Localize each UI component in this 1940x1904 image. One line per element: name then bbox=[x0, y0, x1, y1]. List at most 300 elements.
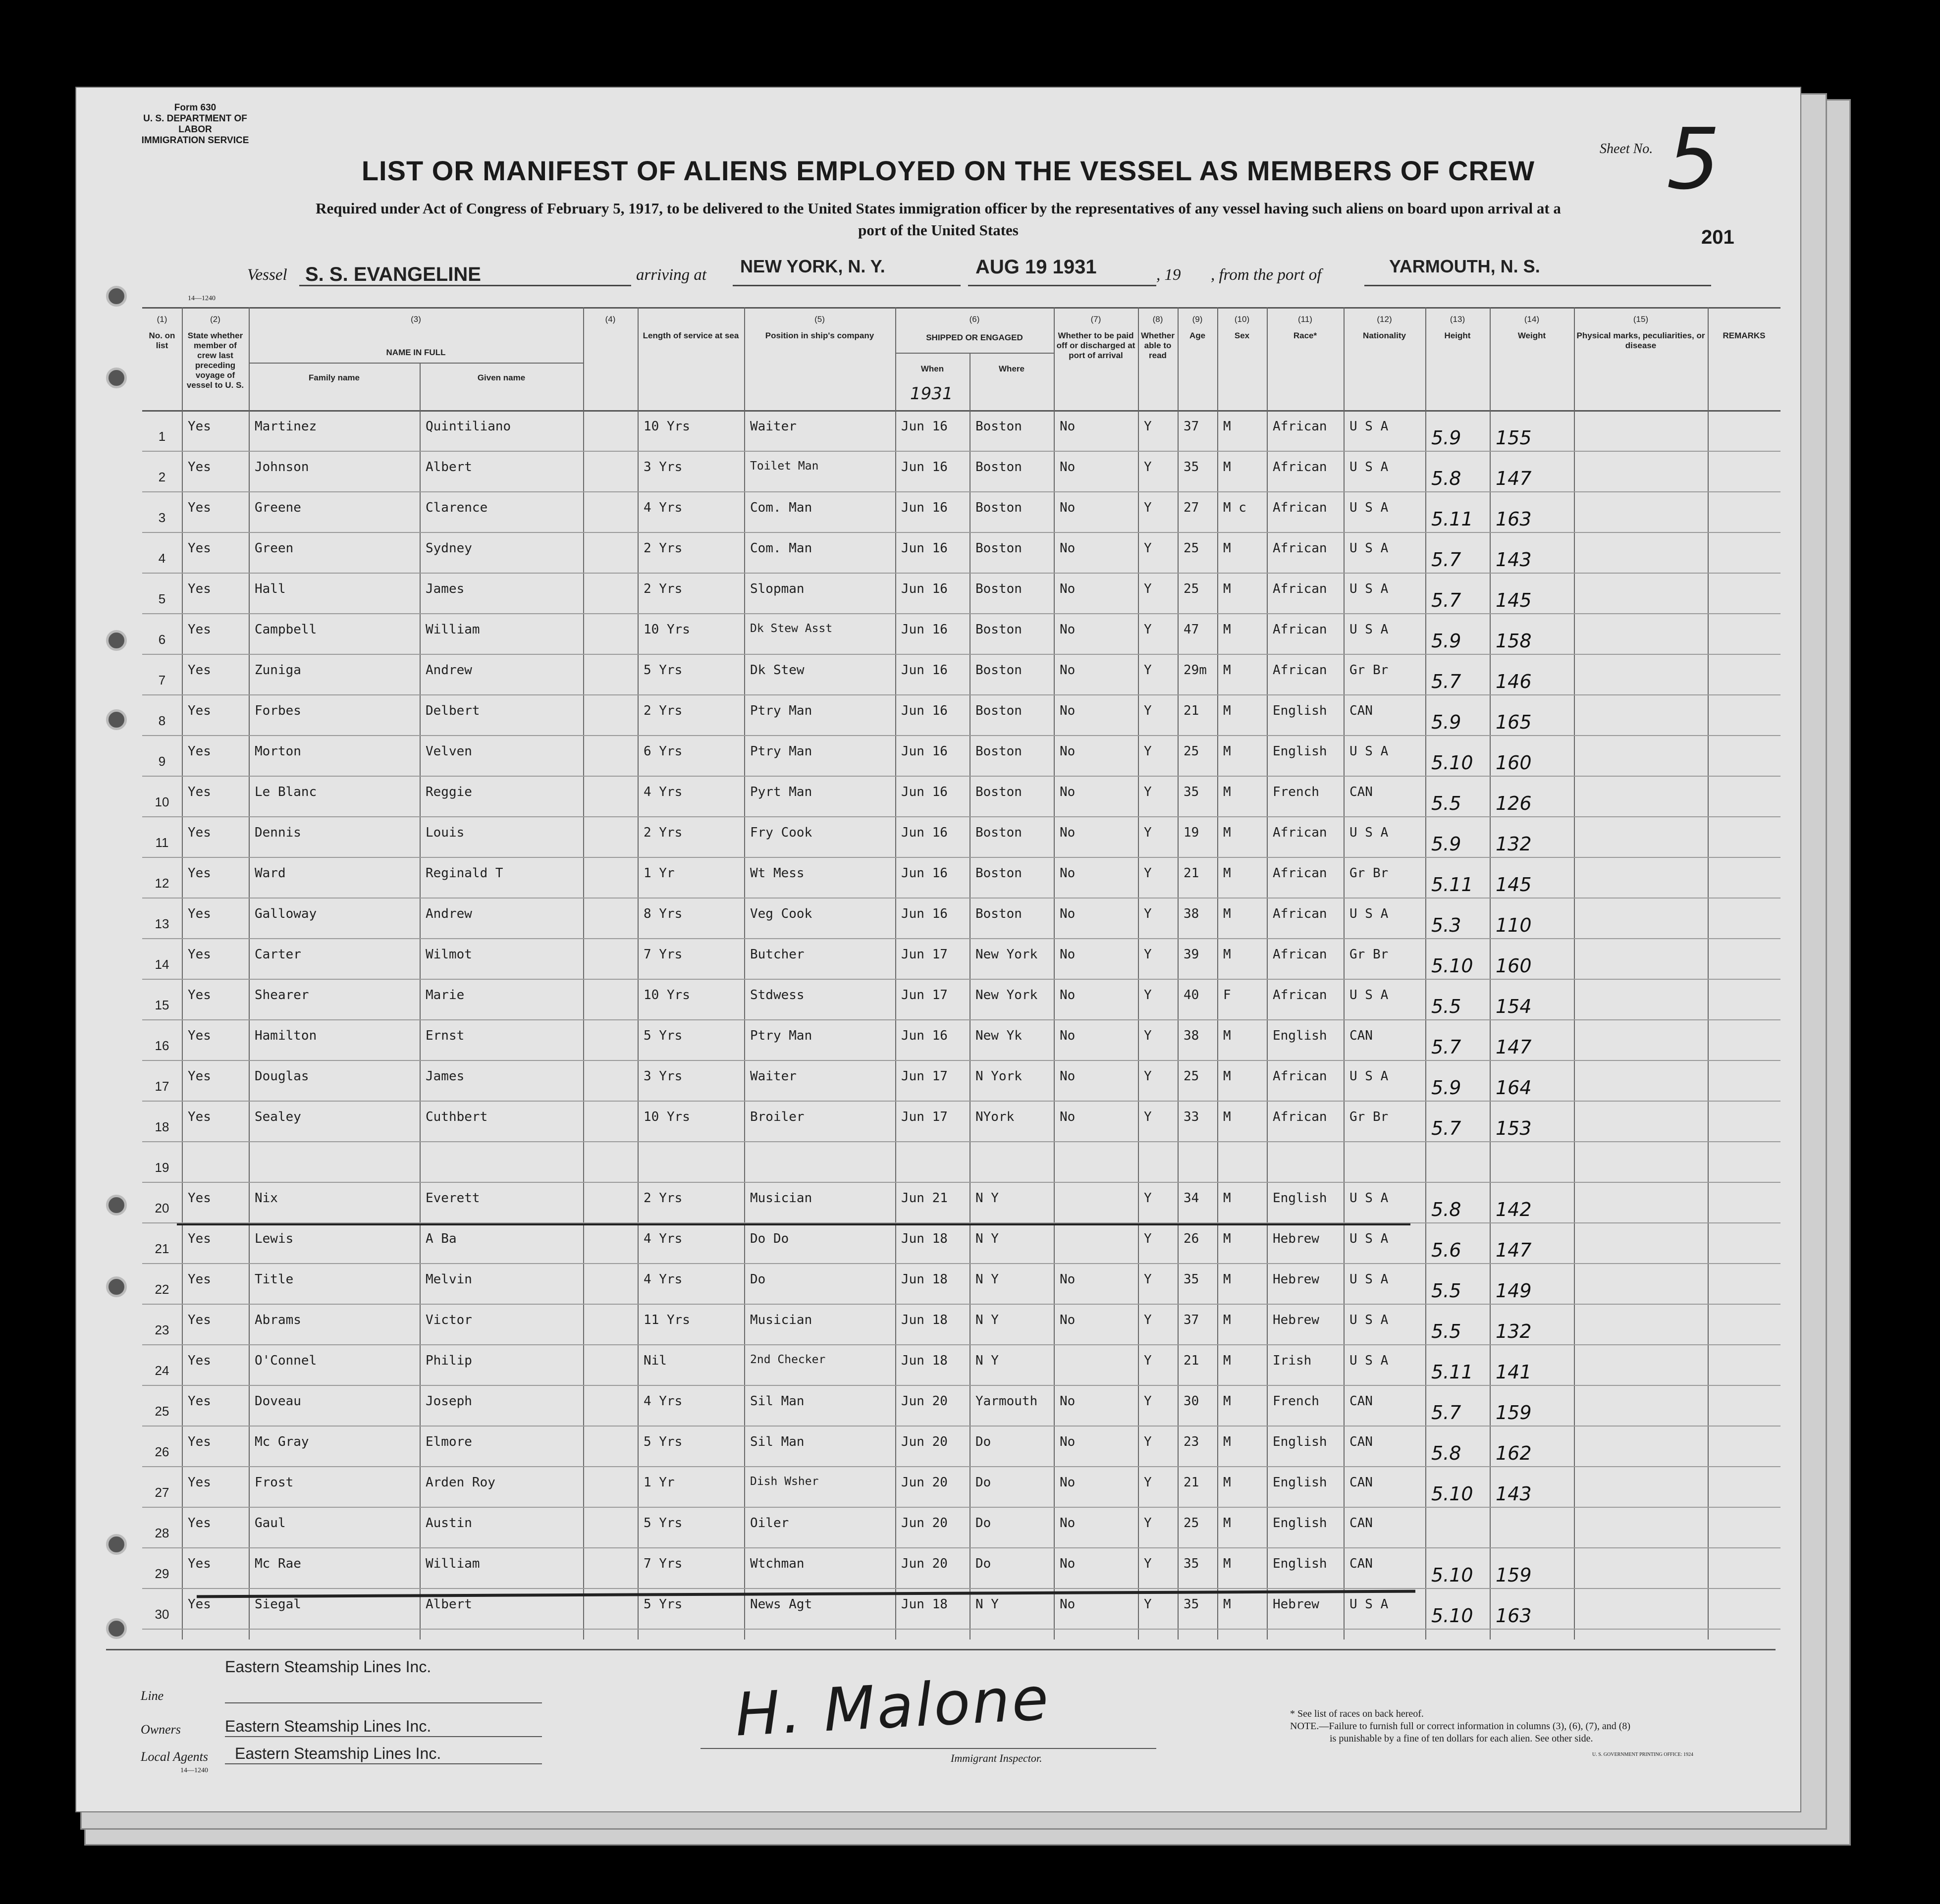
cell-nationality: Gr Br bbox=[1349, 947, 1389, 962]
cell-race: African bbox=[1273, 947, 1327, 962]
cell-weight: 143 bbox=[1496, 1483, 1532, 1505]
punch-hole-5 bbox=[106, 1195, 127, 1216]
cell-when: Jun 16 bbox=[901, 582, 948, 596]
cell-family: Mc Rae bbox=[255, 1556, 301, 1571]
cell-sex: M bbox=[1223, 1516, 1231, 1531]
cell-given: Andrew bbox=[426, 906, 472, 921]
line-label: Line bbox=[141, 1689, 164, 1703]
cell-position: Fry Cook bbox=[750, 825, 812, 840]
cell-race: Hebrew bbox=[1273, 1231, 1319, 1246]
cell-race: African bbox=[1273, 419, 1327, 434]
cell-read: Y bbox=[1144, 1556, 1152, 1571]
cell-race: Hebrew bbox=[1273, 1597, 1319, 1612]
column-number-age: (9) bbox=[1192, 315, 1203, 324]
cell-nationality: U S A bbox=[1349, 744, 1389, 759]
cell-age: 25 bbox=[1184, 582, 1199, 596]
cell-position: Sil Man bbox=[750, 1434, 805, 1449]
table-row bbox=[142, 1466, 1780, 1507]
from-label: , from the port of bbox=[1211, 266, 1322, 284]
cell-sex: M bbox=[1223, 1313, 1231, 1327]
cell-where: Boston bbox=[975, 785, 1022, 799]
cell-prev: Yes bbox=[188, 1110, 211, 1124]
cell-paid: No bbox=[1060, 906, 1076, 921]
cell-prev: Yes bbox=[188, 500, 211, 515]
cell-family: Le Blanc bbox=[255, 785, 317, 799]
table-top-rule bbox=[142, 307, 1780, 309]
cell-position: Pyrt Man bbox=[750, 785, 812, 799]
cell-weight: 160 bbox=[1496, 955, 1532, 977]
cell-nationality: CAN bbox=[1349, 1516, 1373, 1531]
cell-prev: Yes bbox=[188, 1475, 211, 1490]
owners-stamp: Eastern Steamship Lines Inc. bbox=[225, 1717, 431, 1735]
cell-nationality: Gr Br bbox=[1349, 663, 1389, 678]
cell-height: 5.10 bbox=[1431, 1564, 1473, 1586]
cell-read: Y bbox=[1144, 1516, 1152, 1531]
table-row bbox=[142, 1182, 1780, 1222]
cell-position: Do Do bbox=[750, 1231, 789, 1246]
cell-where: Boston bbox=[975, 825, 1022, 840]
form-number: Form 630 bbox=[174, 103, 216, 113]
cell-when: Jun 16 bbox=[901, 541, 948, 556]
table-row bbox=[142, 1263, 1780, 1304]
cell-where: Boston bbox=[975, 622, 1022, 637]
cell-when: Jun 16 bbox=[901, 825, 948, 840]
cell-read: Y bbox=[1144, 500, 1152, 515]
cell-paid: No bbox=[1060, 1394, 1076, 1409]
cell-where: Boston bbox=[975, 419, 1022, 434]
cell-given: Andrew bbox=[426, 663, 472, 678]
cell-read: Y bbox=[1144, 1110, 1152, 1124]
date-stamp: AUG 19 1931 bbox=[975, 256, 1097, 278]
cell-read: Y bbox=[1144, 703, 1152, 718]
cell-race: French bbox=[1273, 1394, 1319, 1409]
cell-prev: Yes bbox=[188, 663, 211, 678]
page-title: LIST OR MANIFEST OF ALIENS EMPLOYED ON THE VESSEL AS MEMBERS OF CREW bbox=[361, 155, 1535, 186]
cell-given: Cuthbert bbox=[426, 1110, 488, 1124]
cell-sex: M bbox=[1223, 460, 1231, 475]
subtitle-line-2: port of the United States bbox=[858, 221, 1019, 239]
cell-no: 7 bbox=[158, 673, 166, 688]
cell-when: Jun 16 bbox=[901, 663, 948, 678]
table-row bbox=[142, 1547, 1780, 1588]
cell-age: 38 bbox=[1184, 906, 1199, 921]
cell-age: 37 bbox=[1184, 1313, 1199, 1327]
cell-race: African bbox=[1273, 622, 1327, 637]
cell-when: Jun 18 bbox=[901, 1313, 948, 1327]
cell-race: English bbox=[1273, 1475, 1327, 1490]
cell-family: Zuniga bbox=[255, 663, 301, 678]
cell-given: Victor bbox=[426, 1313, 472, 1327]
cell-when: Jun 16 bbox=[901, 866, 948, 881]
cell-family: Forbes bbox=[255, 703, 301, 718]
cell-sex: M bbox=[1223, 1597, 1231, 1612]
cell-paid: No bbox=[1060, 622, 1076, 637]
cell-sex: M bbox=[1223, 1353, 1231, 1368]
cell-prev: Yes bbox=[188, 785, 211, 799]
cell-age: 35 bbox=[1184, 460, 1199, 475]
cell-position: Slopman bbox=[750, 582, 805, 596]
table-row bbox=[142, 1507, 1780, 1547]
cell-height: 5.9 bbox=[1431, 630, 1461, 652]
end-of-section-rule bbox=[177, 1223, 1410, 1225]
cell-height: 5.7 bbox=[1431, 1117, 1461, 1139]
penalty-note-2: is punishable by a fine of ten dollars for each alien. See other side. bbox=[1330, 1733, 1593, 1744]
cell-where: Boston bbox=[975, 460, 1022, 475]
cell-service: 1 Yr bbox=[644, 866, 675, 881]
column-number-shipped-engaged: (6) bbox=[969, 315, 980, 324]
cell-given: Albert bbox=[426, 460, 472, 475]
line-stamp: Eastern Steamship Lines Inc. bbox=[225, 1658, 431, 1676]
cell-no: 21 bbox=[155, 1241, 169, 1256]
cell-height: 5.5 bbox=[1431, 996, 1461, 1017]
cell-position: Wt Mess bbox=[750, 866, 805, 881]
cell-age: 38 bbox=[1184, 1028, 1199, 1043]
cell-sex: M bbox=[1223, 744, 1231, 759]
cell-race: African bbox=[1273, 988, 1327, 1003]
from-port: YARMOUTH, N. S. bbox=[1389, 256, 1540, 276]
agents-label: Local Agents bbox=[141, 1749, 209, 1764]
cell-given: Austin bbox=[426, 1516, 472, 1531]
cell-read: Y bbox=[1144, 744, 1152, 759]
cell-sex: M bbox=[1223, 541, 1231, 556]
cell-where: Boston bbox=[975, 663, 1022, 678]
table-row bbox=[142, 816, 1780, 857]
cell-where: Boston bbox=[975, 744, 1022, 759]
cell-service: 2 Yrs bbox=[644, 825, 683, 840]
form-code-bottom: 14—1240 bbox=[180, 1767, 208, 1774]
cell-sex: M bbox=[1223, 663, 1231, 678]
cell-when: Jun 16 bbox=[901, 500, 948, 515]
cell-prev: Yes bbox=[188, 703, 211, 718]
cell-height: 5.11 bbox=[1431, 508, 1473, 530]
cell-age: 30 bbox=[1184, 1394, 1199, 1409]
cell-prev: Yes bbox=[188, 541, 211, 556]
cell-race: English bbox=[1273, 1028, 1327, 1043]
cell-given: Wilmot bbox=[426, 947, 472, 962]
cell-age: 21 bbox=[1184, 1475, 1199, 1490]
cell-weight: 162 bbox=[1496, 1442, 1532, 1464]
cell-family: Dennis bbox=[255, 825, 301, 840]
cell-position: Com. Man bbox=[750, 500, 812, 515]
cell-sex: M bbox=[1223, 1394, 1231, 1409]
cell-family: Hamilton bbox=[255, 1028, 317, 1043]
cell-read: Y bbox=[1144, 1475, 1152, 1490]
cell-weight: 132 bbox=[1496, 833, 1532, 855]
cell-height: 5.5 bbox=[1431, 1280, 1461, 1302]
column-number-no: (1) bbox=[157, 315, 167, 324]
cell-nationality: CAN bbox=[1349, 1475, 1373, 1490]
cell-paid: No bbox=[1060, 1475, 1076, 1490]
cell-read: Y bbox=[1144, 460, 1152, 475]
cell-paid: No bbox=[1060, 1516, 1076, 1531]
cell-no: 22 bbox=[155, 1282, 169, 1297]
cell-height: 5.8 bbox=[1431, 1199, 1461, 1220]
signature-underline bbox=[701, 1748, 1156, 1749]
cell-given: Arden Roy bbox=[426, 1475, 495, 1490]
cell-weight: 146 bbox=[1496, 671, 1532, 692]
cell-when: Jun 18 bbox=[901, 1353, 948, 1368]
column-number-name-in-full: (3) bbox=[411, 315, 421, 324]
name-subheader-rule bbox=[249, 363, 583, 364]
column-header-name-in-full: NAME IN FULL bbox=[386, 348, 446, 357]
cell-weight: 165 bbox=[1496, 711, 1532, 733]
cell-no: 27 bbox=[155, 1485, 169, 1500]
cell-weight: 153 bbox=[1496, 1117, 1532, 1139]
subheader-family-name: Family name bbox=[309, 373, 360, 382]
cell-sex: M bbox=[1223, 866, 1231, 881]
cell-where: N Y bbox=[975, 1353, 999, 1368]
cell-prev: Yes bbox=[188, 1394, 211, 1409]
cell-age: 37 bbox=[1184, 419, 1199, 434]
cell-when: Jun 20 bbox=[901, 1394, 948, 1409]
cell-paid: No bbox=[1060, 1110, 1076, 1124]
cell-service: 10 Yrs bbox=[644, 988, 690, 1003]
table-row bbox=[142, 1385, 1780, 1426]
cell-when: Jun 16 bbox=[901, 785, 948, 799]
cell-weight: 147 bbox=[1496, 1036, 1532, 1058]
column-header-sex: Sex bbox=[1234, 331, 1250, 340]
row-rule bbox=[142, 1629, 1780, 1630]
cell-age: 35 bbox=[1184, 785, 1199, 799]
arriving-port: NEW YORK, N. Y. bbox=[740, 256, 885, 276]
cell-age: 40 bbox=[1184, 988, 1199, 1003]
cell-read: Y bbox=[1144, 1191, 1152, 1206]
cell-prev: Yes bbox=[188, 906, 211, 921]
column-header-height: Height bbox=[1444, 331, 1471, 340]
cell-sex: M bbox=[1223, 419, 1231, 434]
cell-prev: Yes bbox=[188, 1313, 211, 1327]
cell-where: Boston bbox=[975, 582, 1022, 596]
department-name: U. S. DEPARTMENT OF LABOR bbox=[143, 113, 247, 135]
cell-sex: M bbox=[1223, 703, 1231, 718]
cell-race: African bbox=[1273, 825, 1327, 840]
cell-given: Joseph bbox=[426, 1394, 472, 1409]
cell-paid: No bbox=[1060, 947, 1076, 962]
year-written: 1931 bbox=[910, 384, 953, 404]
cell-weight: 147 bbox=[1496, 1239, 1532, 1261]
column-header-race: Race* bbox=[1293, 331, 1317, 340]
column-header-remarks: REMARKS bbox=[1723, 331, 1766, 340]
table-row bbox=[142, 451, 1780, 491]
line-underline bbox=[225, 1702, 542, 1703]
table-row bbox=[142, 1222, 1780, 1263]
cell-given: James bbox=[426, 582, 465, 596]
cell-where: N Y bbox=[975, 1191, 999, 1206]
cell-race: English bbox=[1273, 1434, 1327, 1449]
cell-service: 11 Yrs bbox=[644, 1313, 690, 1327]
column-number-weight: (14) bbox=[1524, 315, 1540, 324]
cell-sex: M bbox=[1223, 1110, 1231, 1124]
cell-position: Wtchman bbox=[750, 1556, 805, 1571]
cell-age: 47 bbox=[1184, 622, 1199, 637]
cell-nationality: U S A bbox=[1349, 1069, 1389, 1084]
cell-given: Quintiliano bbox=[426, 419, 511, 434]
table-row bbox=[142, 1426, 1780, 1466]
cell-family: Shearer bbox=[255, 988, 309, 1003]
cell-height: 5.7 bbox=[1431, 549, 1461, 571]
column-header-no: No. on list bbox=[149, 331, 175, 350]
cell-when: Jun 16 bbox=[901, 906, 948, 921]
cell-sex: M bbox=[1223, 1434, 1231, 1449]
table-row bbox=[142, 1141, 1780, 1182]
cell-no: 16 bbox=[155, 1038, 169, 1053]
cell-weight: 154 bbox=[1496, 996, 1532, 1017]
table-row bbox=[142, 654, 1780, 694]
cell-read: Y bbox=[1144, 1028, 1152, 1043]
punch-hole-2 bbox=[106, 368, 127, 388]
vessel-label: Vessel bbox=[247, 266, 287, 284]
cell-read: Y bbox=[1144, 1597, 1152, 1612]
cell-when: Jun 18 bbox=[901, 1597, 948, 1612]
cell-paid: No bbox=[1060, 703, 1076, 718]
cell-service: 3 Yrs bbox=[644, 1069, 683, 1084]
cell-family: Green bbox=[255, 541, 294, 556]
cell-no: 2 bbox=[158, 470, 166, 484]
cell-where: Boston bbox=[975, 906, 1022, 921]
cell-service: 7 Yrs bbox=[644, 1556, 683, 1571]
cell-sex: M bbox=[1223, 785, 1231, 799]
cell-height: 5.7 bbox=[1431, 1402, 1461, 1424]
column-header-able-to-read: Whether able to read bbox=[1141, 331, 1175, 360]
cell-paid: No bbox=[1060, 1556, 1076, 1571]
cell-where: Boston bbox=[975, 500, 1022, 515]
cell-read: Y bbox=[1144, 582, 1152, 596]
column-header-service: Length of service at sea bbox=[643, 331, 739, 340]
cell-prev: Yes bbox=[188, 866, 211, 881]
arriving-underline bbox=[733, 285, 961, 286]
cell-nationality: U S A bbox=[1349, 988, 1389, 1003]
service-name: IMMIGRATION SERVICE bbox=[141, 135, 249, 146]
cell-service: 5 Yrs bbox=[644, 663, 683, 678]
cell-prev: Yes bbox=[188, 1434, 211, 1449]
table-row bbox=[142, 532, 1780, 573]
cell-given: Sydney bbox=[426, 541, 472, 556]
cell-family: Johnson bbox=[255, 460, 309, 475]
cell-race: African bbox=[1273, 500, 1327, 515]
cell-paid: No bbox=[1060, 460, 1076, 475]
cell-age: 35 bbox=[1184, 1272, 1199, 1287]
cell-family: Douglas bbox=[255, 1069, 309, 1084]
column-number-race: (11) bbox=[1298, 315, 1312, 324]
table-row bbox=[142, 857, 1780, 898]
cell-sex: M bbox=[1223, 622, 1231, 637]
punch-hole-1 bbox=[106, 286, 127, 307]
cell-position: Waiter bbox=[750, 1069, 797, 1084]
cell-weight: 159 bbox=[1496, 1564, 1532, 1586]
subheader-where: Where bbox=[999, 364, 1024, 373]
cell-age: 33 bbox=[1184, 1110, 1199, 1124]
cell-age: 27 bbox=[1184, 500, 1199, 515]
cell-race: African bbox=[1273, 866, 1327, 881]
cell-prev: Yes bbox=[188, 1231, 211, 1246]
cell-race: African bbox=[1273, 541, 1327, 556]
cell-family: O'Connel bbox=[255, 1353, 317, 1368]
column-header-shipped-engaged: SHIPPED OR ENGAGED bbox=[926, 333, 1023, 342]
cell-position: Musician bbox=[750, 1313, 812, 1327]
cell-family: Galloway bbox=[255, 906, 317, 921]
cell-where: New York bbox=[975, 947, 1038, 962]
punch-hole-6 bbox=[106, 1276, 127, 1297]
cell-family: Hall bbox=[255, 582, 286, 596]
cell-family: Mc Gray bbox=[255, 1434, 309, 1449]
form-code-top: 14—1240 bbox=[188, 295, 216, 302]
cell-position: Dk Stew Asst bbox=[750, 622, 833, 635]
cell-service: 4 Yrs bbox=[644, 500, 683, 515]
cell-paid: No bbox=[1060, 1069, 1076, 1084]
shipped-subheader-rule bbox=[895, 353, 1054, 354]
cell-service: 3 Yrs bbox=[644, 460, 683, 475]
cell-given: Reginald T bbox=[426, 866, 503, 881]
cell-race: Hebrew bbox=[1273, 1313, 1319, 1327]
cell-age: 39 bbox=[1184, 947, 1199, 962]
cell-given: Elmore bbox=[426, 1434, 472, 1449]
cell-no: 30 bbox=[155, 1607, 169, 1622]
cell-no: 14 bbox=[155, 957, 169, 972]
cell-family: Martinez bbox=[255, 419, 317, 434]
cell-no: 29 bbox=[155, 1566, 169, 1581]
year-label: , 19 bbox=[1156, 266, 1181, 284]
cell-paid: No bbox=[1060, 582, 1076, 596]
column-number-physical-marks: (15) bbox=[1633, 315, 1649, 324]
subtitle bbox=[126, 198, 1751, 241]
cell-read: Y bbox=[1144, 947, 1152, 962]
cell-age: 21 bbox=[1184, 1353, 1199, 1368]
cell-prev: Yes bbox=[188, 1069, 211, 1084]
cell-weight: 160 bbox=[1496, 752, 1532, 774]
vessel-name: S. S. EVANGELINE bbox=[305, 264, 481, 285]
cell-where: Boston bbox=[975, 541, 1022, 556]
cell-prev: Yes bbox=[188, 1556, 211, 1571]
cell-paid: No bbox=[1060, 785, 1076, 799]
cell-read: Y bbox=[1144, 866, 1152, 881]
table-row bbox=[142, 694, 1780, 735]
cell-read: Y bbox=[1144, 1394, 1152, 1409]
cell-weight: 163 bbox=[1496, 1605, 1532, 1627]
cell-height: 5.6 bbox=[1431, 1239, 1461, 1261]
cell-nationality: U S A bbox=[1349, 1272, 1389, 1287]
cell-height: 5.5 bbox=[1431, 1321, 1461, 1342]
cell-no: 4 bbox=[158, 551, 166, 566]
cell-race: English bbox=[1273, 703, 1327, 718]
cell-position: Waiter bbox=[750, 419, 797, 434]
cell-no: 10 bbox=[155, 794, 169, 809]
cell-read: Y bbox=[1144, 541, 1152, 556]
cell-no: 26 bbox=[155, 1444, 169, 1459]
cell-prev: Yes bbox=[188, 988, 211, 1003]
cell-race: English bbox=[1273, 1516, 1327, 1531]
cell-when: Jun 16 bbox=[901, 744, 948, 759]
table-row bbox=[142, 1060, 1780, 1101]
cell-service: 4 Yrs bbox=[644, 1394, 683, 1409]
cell-service: 5 Yrs bbox=[644, 1028, 683, 1043]
cell-when: Jun 16 bbox=[901, 460, 948, 475]
cell-service: 8 Yrs bbox=[644, 906, 683, 921]
cell-height: 5.5 bbox=[1431, 793, 1461, 814]
punch-hole-7 bbox=[106, 1534, 127, 1555]
cell-given: Louis bbox=[426, 825, 465, 840]
cell-read: Y bbox=[1144, 1353, 1152, 1368]
cell-family: Lewis bbox=[255, 1231, 294, 1246]
cell-read: Y bbox=[1144, 663, 1152, 678]
cell-position: Ptry Man bbox=[750, 703, 812, 718]
cell-when: Jun 17 bbox=[901, 1110, 948, 1124]
cell-read: Y bbox=[1144, 622, 1152, 637]
cell-service: 5 Yrs bbox=[644, 1516, 683, 1531]
cell-weight: 126 bbox=[1496, 793, 1532, 814]
cell-position: Sil Man bbox=[750, 1394, 805, 1409]
cell-family: Morton bbox=[255, 744, 301, 759]
cell-service: 2 Yrs bbox=[644, 1191, 683, 1206]
